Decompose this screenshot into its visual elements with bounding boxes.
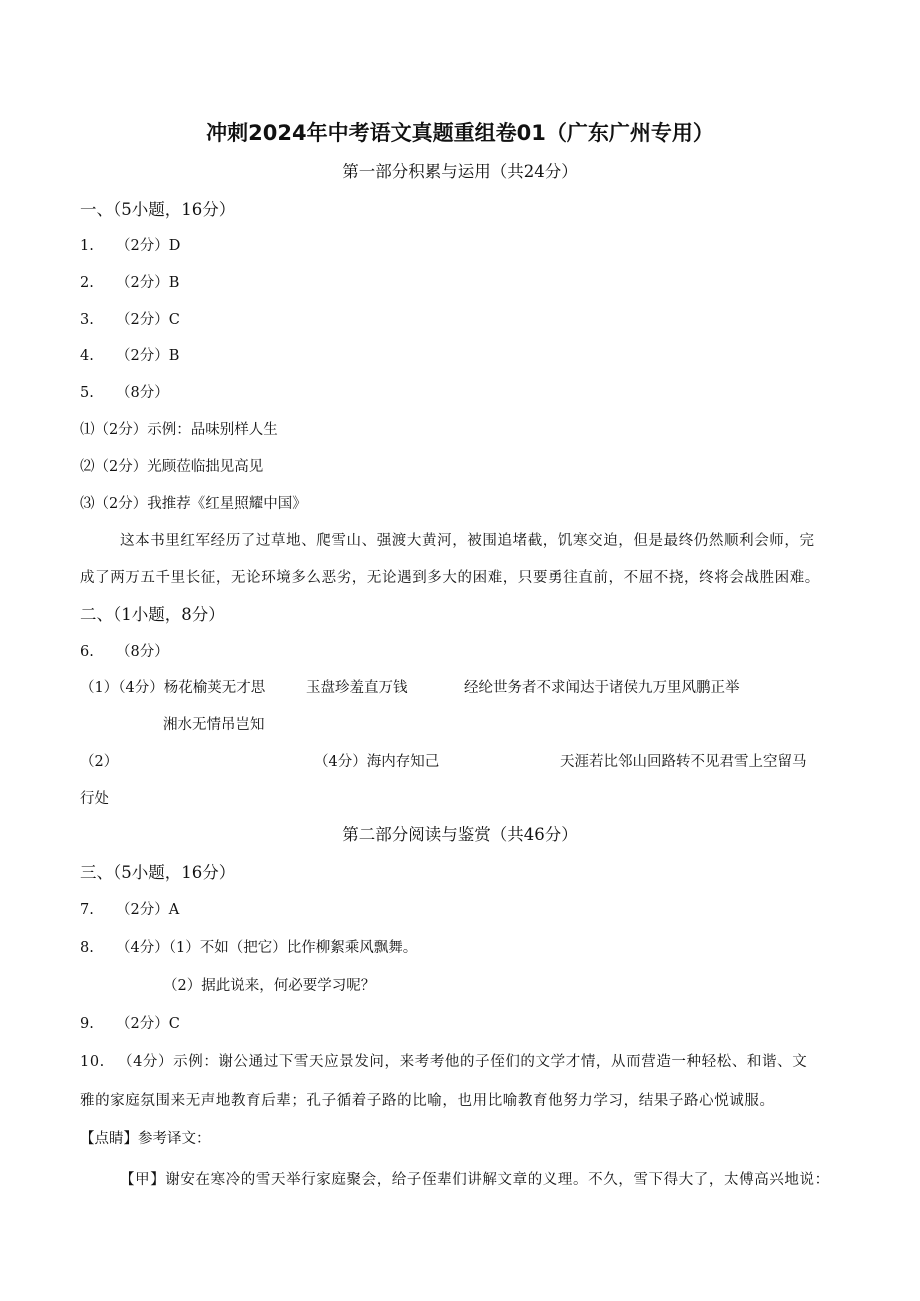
part2-heading: 第二部分阅读与鉴赏（共46分）: [342, 825, 578, 844]
answer-q4: [80, 346, 179, 366]
q2-number: 2.: [80, 275, 94, 291]
q6-answer: （8分）: [116, 644, 169, 660]
q4-answer: （2分）B: [116, 348, 180, 364]
answer-q10-line2: 雅的家庭氛围来无声地教育后辈；孔子循着子路的比喻，也用比喻教育他努力学习，结果子路心悦诚服。: [80, 1093, 775, 1109]
q6-2-line-d: 行处: [80, 791, 109, 807]
dianjing-heading: 【点睛】参考译文：: [80, 1131, 211, 1147]
q6-2-line-c: 天涯若比邻山回路转不见君雪上空留马: [560, 754, 807, 770]
q6-1-line-c: 经纶世务者不求闻达于诸侯九万里风鹏正举: [464, 680, 740, 696]
q4-number: 4.: [80, 348, 94, 364]
q6-2-line-b: （4分）海内存知己: [314, 754, 440, 770]
q5-paragraph-line1: 这本书里红军经历了过草地、爬雪山、强渡大黄河，被围追堵截，饥寒交迫，但是最终仍然顺利会师，完: [120, 533, 815, 549]
section3-heading: 三、（5小题，16分）: [80, 863, 236, 882]
q6-1-label: （1）（4分）杨花榆荚无才思: [80, 680, 266, 696]
answer-q6: [80, 642, 169, 662]
translation-jia: 【甲】谢安在寒冷的雪天举行家庭聚会，给子侄辈们讲解文章的义理。不久，雪下得大了，太傅高兴地说：: [120, 1172, 830, 1188]
q7-answer: （2分）A: [116, 902, 180, 918]
answer-q8: [80, 938, 417, 958]
answer-q10: [80, 1052, 807, 1072]
q10-answer: （4分）示例：谢公通过下雪天应景发问，来考考他的子侄们的文学才情，从而营造一种轻松、和谐、文: [118, 1054, 808, 1070]
answer-q2: [80, 273, 179, 293]
q9-answer: （2分）C: [116, 1016, 180, 1032]
answer-q7: [80, 900, 179, 920]
answer-q5-2: ⑵（2分）光顾莅临拙见高见: [80, 459, 264, 475]
answer-q5-1: ⑴（2分）示例：品味别样人生: [80, 422, 278, 438]
q6-1-line-d: 湘水无情吊岂知: [163, 717, 265, 733]
q3-answer: （2分）C: [116, 312, 180, 328]
q5-paragraph-line2: 成了两万五千里长征，无论环境多么恶劣，无论遇到多大的困难，只要勇往直前，不屈不挠，终将会战胜困难。: [80, 570, 820, 586]
answer-q5-3: ⑶（2分）我推荐《红星照耀中国》: [80, 496, 307, 512]
q7-number: 7.: [80, 902, 94, 918]
q8-answer: （4分）（1）不如（把它）比作柳絮乘风飘舞。: [116, 940, 418, 956]
answer-q8-2: （2）据此说来，何必要学习呢？: [163, 978, 376, 994]
q6-2-label: （2）: [80, 754, 119, 770]
q8-number: 8.: [80, 940, 94, 956]
section2-heading: 二、（1小题，8分）: [80, 605, 225, 624]
q6-number: 6.: [80, 644, 94, 660]
section1-heading: 一、（5小题，16分）: [80, 200, 236, 219]
q6-1-line-b: 玉盘珍羞直万钱: [306, 680, 408, 696]
q3-number: 3.: [80, 312, 94, 328]
q2-answer: （2分）B: [116, 275, 180, 291]
q1-answer: （2分）D: [116, 238, 181, 254]
answer-q1: [80, 236, 180, 256]
q5-number: 5.: [80, 385, 94, 401]
answer-q9: [80, 1014, 180, 1034]
document-title: 冲刺2024年中考语文真题重组卷01（广东广州专用）: [206, 121, 714, 145]
answer-q5: [80, 383, 169, 403]
answer-q3: [80, 310, 180, 330]
q5-answer: （8分）: [116, 385, 169, 401]
part1-heading: 第一部分积累与运用（共24分）: [342, 162, 578, 181]
q10-number: 10.: [80, 1054, 105, 1070]
q1-number: 1.: [80, 238, 94, 254]
q9-number: 9.: [80, 1016, 94, 1032]
